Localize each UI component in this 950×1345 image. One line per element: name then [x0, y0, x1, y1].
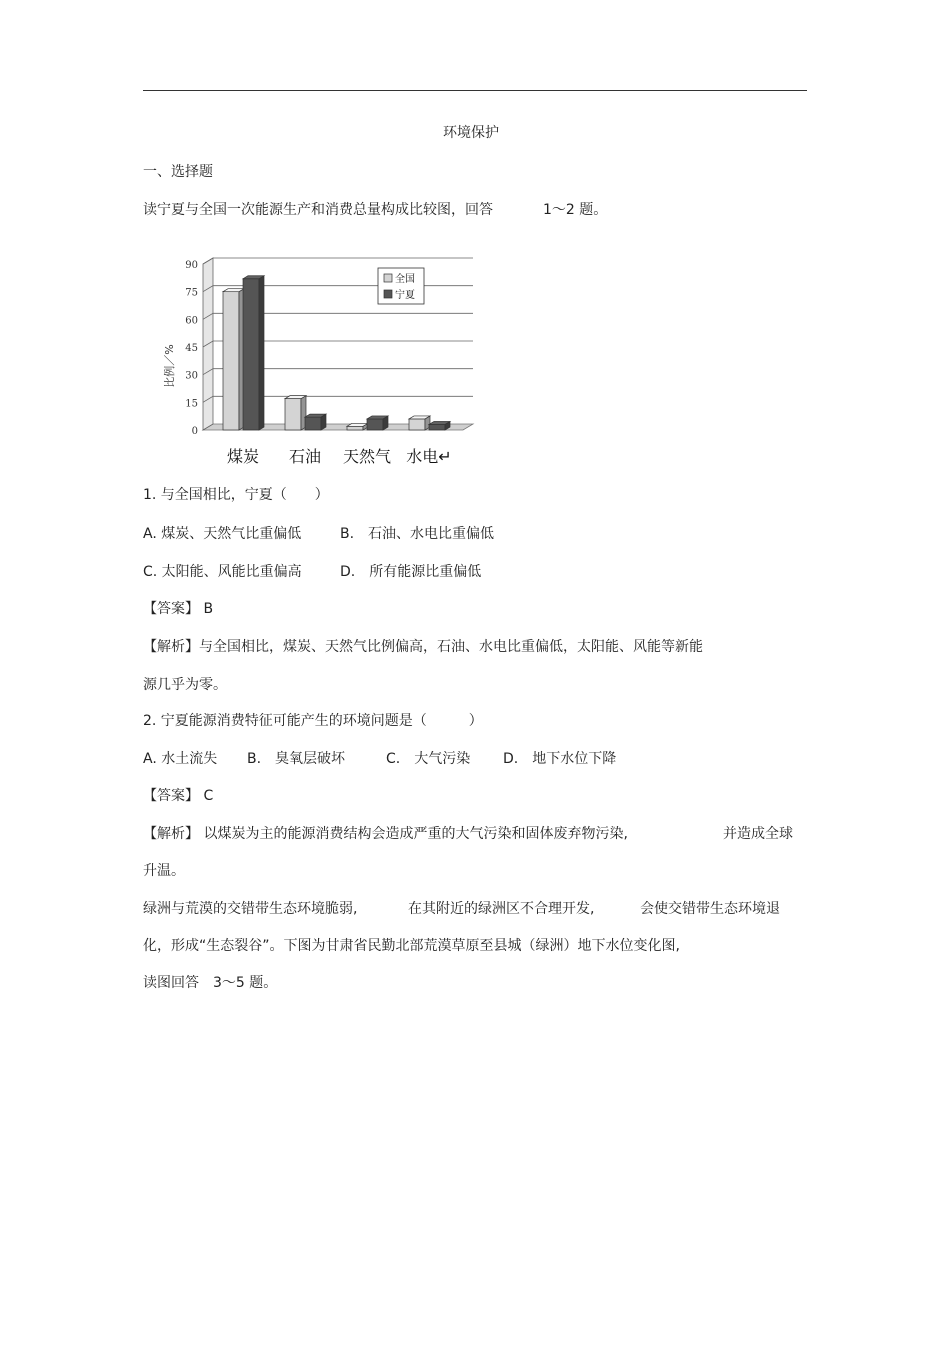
- para-line1a: 绿洲与荒漠的交错带生态环境脆弱,: [143, 901, 358, 917]
- q1-option-c: C. 太阳能、风能比重偏高: [143, 564, 302, 580]
- y-axis-label: 比例／%: [163, 344, 176, 388]
- header-rule: [143, 90, 807, 91]
- q1-option-a: A. 煤炭、天然气比重偏低: [143, 526, 302, 542]
- q1-answer: 【答案】 B: [143, 601, 214, 617]
- q2-option-d: D. 地下水位下降: [503, 751, 617, 767]
- legend-swatch: [384, 290, 392, 298]
- bar-front: [305, 417, 321, 430]
- bar-front: [243, 279, 259, 430]
- legend-label: 全国: [395, 274, 415, 285]
- q2-option-a: A. 水土流失: [143, 751, 218, 767]
- q1-analysis-line1: 【解析】与全国相比，煤炭、天然气比例偏高，石油、水电比重偏低，太阳能、风能等新能: [143, 639, 703, 655]
- q2-analysis-line1b: 并造成全球: [723, 826, 793, 842]
- energy-bar-chart: [143, 238, 509, 472]
- y-tick-label: 75: [185, 287, 198, 299]
- q1-option-d: D. 所有能源比重偏低: [340, 564, 482, 580]
- para-line1c: 会使交错带生态环境退: [640, 901, 780, 917]
- q1-analysis-line2: 源几乎为零。: [143, 677, 227, 693]
- section-heading: 一、选择题: [143, 164, 213, 180]
- bar-front: [223, 292, 239, 430]
- bar-front: [367, 419, 383, 430]
- bar-front: [347, 426, 363, 430]
- y-tick-label: 30: [185, 370, 198, 382]
- intro-text: 读宁夏与全国一次能源生产和消费总量构成比较图，回答: [143, 202, 493, 218]
- doc-title: 环境保护: [443, 125, 499, 141]
- para-line3: 读图回答 3～5 题。: [143, 975, 278, 991]
- para-line1b: 在其附近的绿洲区不合理开发,: [408, 901, 595, 917]
- bar-front: [429, 424, 445, 430]
- q2-answer: 【答案】 C: [143, 788, 214, 804]
- y-tick-label: 60: [185, 315, 198, 327]
- q2-option-b: B. 臭氧层破坏: [247, 751, 346, 767]
- q2-option-c: C. 大气污染: [386, 751, 471, 767]
- q1-stem: 1. 与全国相比，宁夏（ ）: [143, 487, 329, 503]
- x-category-label: 煤炭: [226, 447, 260, 466]
- intro-line: [143, 201, 607, 219]
- intro-range: 1～2 题。: [543, 202, 608, 218]
- x-category-label: 石油: [288, 447, 322, 466]
- y-tick-label: 0: [191, 426, 198, 437]
- y-tick-label: 90: [185, 260, 198, 271]
- chart-svg: [143, 238, 509, 472]
- q2-analysis-line1a: 【解析】 以煤炭为主的能源消费结构会造成严重的大气污染和固体废弃物污染,: [143, 826, 628, 842]
- x-category-label: 天然气: [342, 447, 392, 466]
- bar-side: [259, 276, 264, 430]
- legend-label: 宁夏: [395, 290, 415, 301]
- y-tick-label: 45: [185, 343, 198, 354]
- q2-stem: 2. 宁夏能源消费特征可能产生的环境问题是（ ）: [143, 713, 483, 729]
- x-category-label: 水电↵: [406, 447, 452, 466]
- bar-front: [285, 399, 301, 430]
- para-line2: 化，形成“生态裂谷”。下图为甘肃省民勤北部荒漠草原至县城（绿洲）地下水位变化图,: [143, 938, 680, 954]
- bar-front: [409, 419, 425, 430]
- q2-analysis-line2: 升温。: [143, 863, 185, 879]
- q1-option-b: B. 石油、水电比重偏低: [340, 526, 495, 542]
- y-tick-label: 15: [185, 398, 198, 410]
- legend-swatch: [384, 274, 392, 282]
